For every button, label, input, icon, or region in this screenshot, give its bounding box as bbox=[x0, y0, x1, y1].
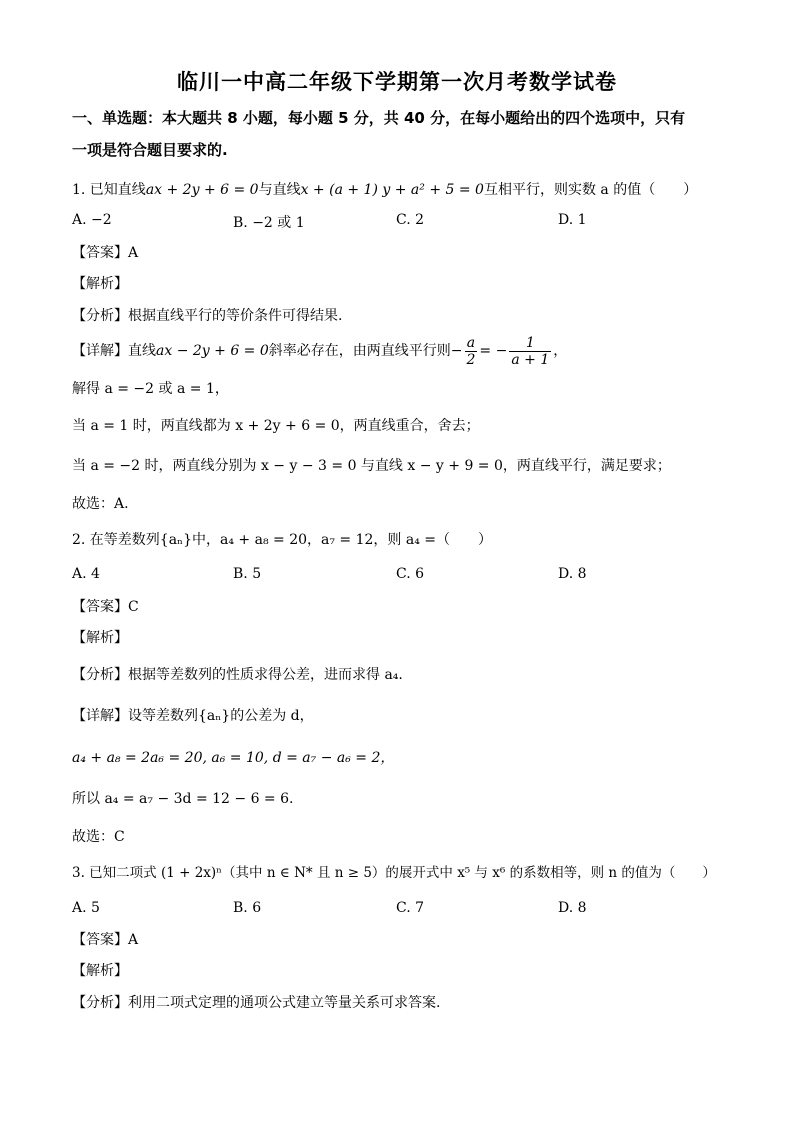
q3-answer: 【答案】A bbox=[72, 932, 139, 948]
q3-stem: 3. 已知二项式 (1 + 2x)ⁿ（其中 n ∈ N* 且 n ≥ 5）的展开式中 x⁵ 与 x⁶ 的系数相等，则 n 的值为（ ） bbox=[72, 865, 716, 881]
q1-answer: 【答案】A bbox=[72, 245, 139, 261]
q1-fenxi: 【分析】根据直线平行的等价条件可得结果. bbox=[72, 308, 343, 324]
q2-detail: 【详解】设等差数列{aₙ}的公差为 d， bbox=[72, 708, 314, 724]
q1-detail-end: ， bbox=[553, 343, 568, 359]
q1-option-b: B. −2 或 1 bbox=[233, 215, 305, 231]
q2-stem: 2. 在等差数列{aₙ}中，a₄ + a₈ = 20，a₇ = 12，则 a₄ =（ ） bbox=[72, 532, 493, 548]
q1-case2: 当 a = −2 时，两直线分别为 x − y − 3 = 0 与直线 x − y + 9 = 0，两直线平行，满足要求； bbox=[72, 458, 671, 474]
q1-frac2-den: a + 1 bbox=[511, 351, 550, 368]
q1-stem-a: 1. 已知直线 bbox=[72, 182, 146, 198]
q1-stem-c: 互相平行，则实数 a 的值（ ） bbox=[483, 182, 698, 198]
q2-equation: a₄ + a₈ = 2a₆ = 20, a₆ = 10, d = a₇ − a₆ = 2， bbox=[72, 750, 395, 766]
q2-answer: 【答案】C bbox=[72, 599, 139, 615]
q2-option-a: A. 4 bbox=[72, 566, 100, 582]
q2-option-d: D. 8 bbox=[558, 566, 587, 582]
q1-stem bbox=[72, 180, 697, 200]
q2-option-b: B. 5 bbox=[233, 566, 262, 582]
q2-option-c: C. 6 bbox=[396, 566, 425, 582]
q1-solve: 解得 a = −2 或 a = 1， bbox=[72, 381, 229, 397]
q2-fenxi: 【分析】根据等差数列的性质求得公差，进而求得 a₄. bbox=[72, 667, 403, 683]
q1-detail-sign2: = − bbox=[479, 343, 508, 359]
q1-detail-sign1: − bbox=[450, 343, 463, 359]
section-heading-line1: 一、单选题：本大题共 8 小题，每小题 5 分，共 40 分，在每小题给出的四个选项中，只有 bbox=[72, 109, 686, 127]
q3-option-c: C. 7 bbox=[396, 900, 425, 916]
q1-option-c: C. 2 bbox=[396, 212, 425, 228]
q1-detail-a: 【详解】直线 bbox=[72, 343, 156, 359]
q1-frac1-den: 2 bbox=[466, 351, 476, 368]
q2-conclusion: 所以 a₄ = a₇ − 3d = 12 − 6 = 6. bbox=[72, 791, 294, 807]
q1-option-d: D. 1 bbox=[558, 212, 587, 228]
page-title: 临川一中高二年级下学期第一次月考数学试卷 bbox=[177, 70, 617, 94]
q3-option-d: D. 8 bbox=[558, 900, 587, 916]
section-heading-line2: 一项是符合题目要求的. bbox=[72, 141, 228, 159]
q1-frac-1-over-a-plus-1 bbox=[509, 335, 551, 368]
q2-choose: 故选：C bbox=[72, 829, 125, 845]
q3-fenxi: 【分析】利用二项式定理的通项公式建立等量关系可求答案. bbox=[72, 995, 441, 1011]
q1-detail-b: 斜率必存在，由两直线平行则 bbox=[268, 343, 451, 359]
q1-frac2-num: 1 bbox=[509, 335, 551, 352]
q1-analysis-label: 【解析】 bbox=[72, 276, 128, 292]
q1-frac1-num: a bbox=[465, 335, 478, 352]
q1-frac-a-over-2 bbox=[465, 335, 478, 368]
q1-stem-b: 与直线 bbox=[258, 182, 301, 198]
q1-detail-eq: ax − 2y + 6 = 0 bbox=[156, 343, 269, 359]
q3-option-a: A. 5 bbox=[72, 900, 100, 916]
q1-case1: 当 a = 1 时，两直线都为 x + 2y + 6 = 0，两直线重合，舍去； bbox=[72, 418, 480, 434]
q1-eq1: ax + 2y + 6 = 0 bbox=[145, 182, 259, 198]
q1-choose: 故选：A. bbox=[72, 496, 129, 512]
q3-option-b: B. 6 bbox=[233, 900, 262, 916]
q1-eq2: x + (a + 1) y + a² + 5 = 0 bbox=[300, 182, 484, 198]
q3-analysis-label: 【解析】 bbox=[72, 963, 128, 979]
q1-detail bbox=[72, 334, 567, 368]
q1-option-a: A. −2 bbox=[72, 212, 112, 228]
q2-analysis-label: 【解析】 bbox=[72, 630, 128, 646]
